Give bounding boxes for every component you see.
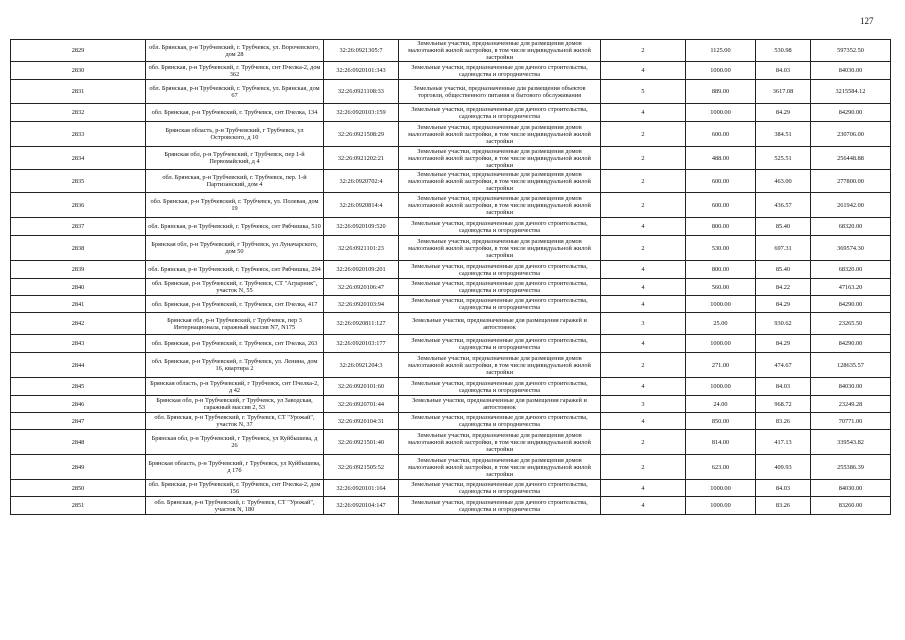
row-number: 2831 — [11, 80, 146, 104]
address-cell: Брянская обл, р-н Трубчевский, г Трубчевск, пер 3 Интернационала, гаражный массив N7, N175 — [146, 313, 324, 335]
land-use-cell: Земельные участки, предназначенные для дачного строительства, садоводства и огородничества — [399, 279, 601, 296]
cadastral-number-cell: 32:26:0921505:52 — [324, 455, 399, 480]
cadastral-value-cell: 3215584.12 — [811, 80, 891, 104]
specific-value-cell: 384.51 — [756, 122, 811, 147]
row-number: 2847 — [11, 413, 146, 430]
row-number: 2850 — [11, 480, 146, 497]
specific-value-cell: 83.26 — [756, 413, 811, 430]
cadastral-value-cell: 47163.20 — [811, 279, 891, 296]
specific-value-cell: 84.29 — [756, 335, 811, 353]
specific-value-cell: 417.13 — [756, 430, 811, 455]
table-row — [11, 80, 891, 104]
table-row — [11, 279, 891, 296]
address-cell: Брянская область, р-н Трубчевский, г Трубчевск, ул Куйбышева, д 17б — [146, 455, 324, 480]
cadastral-number-cell: 32:26:0921202:21 — [324, 147, 399, 170]
area-cell: 1000.00 — [686, 296, 756, 313]
cadastral-value-cell: 255386.39 — [811, 455, 891, 480]
group-cell: 2 — [601, 193, 686, 218]
table-row — [11, 313, 891, 335]
address-cell: обл. Брянская, р-н Трубчевский, г. Трубчевск, СТ "Урожай", участок N, 180 — [146, 497, 324, 515]
row-number: 2843 — [11, 335, 146, 353]
address-cell: Брянская область, р-н Трубчевский, г Трубчевск, ул Островского, д 10 — [146, 122, 324, 147]
cadastral-value-cell: 369574.30 — [811, 236, 891, 261]
cadastral-number-cell: 32:26:0921508:29 — [324, 122, 399, 147]
table-row — [11, 236, 891, 261]
cadastral-number-cell: 32:26:0920101:60 — [324, 378, 399, 396]
group-cell: 4 — [601, 335, 686, 353]
row-number: 2845 — [11, 378, 146, 396]
row-number: 2839 — [11, 261, 146, 279]
row-number: 2834 — [11, 147, 146, 170]
cadastral-number-cell: 32:26:0920101:343 — [324, 62, 399, 80]
area-cell: 560.00 — [686, 279, 756, 296]
group-cell: 4 — [601, 480, 686, 497]
cadastral-value-cell: 68320.00 — [811, 261, 891, 279]
table-row — [11, 497, 891, 515]
group-cell: 3 — [601, 396, 686, 413]
specific-value-cell: 474.67 — [756, 353, 811, 378]
land-use-cell: Земельные участки, предназначенные для размещения домов малоэтажной жилой застройки, в том числе индивидуальной жилой застройки — [399, 147, 601, 170]
area-cell: 530.00 — [686, 236, 756, 261]
group-cell: 5 — [601, 80, 686, 104]
table-row — [11, 104, 891, 122]
specific-value-cell: 3617.08 — [756, 80, 811, 104]
land-use-cell: Земельные участки, предназначенные для размещения домов малоэтажной жилой застройки, в том числе индивидуальной жилой застройки — [399, 122, 601, 147]
row-number: 2833 — [11, 122, 146, 147]
table-row — [11, 378, 891, 396]
area-cell: 488.00 — [686, 147, 756, 170]
cadastral-value-cell: 23265.50 — [811, 313, 891, 335]
row-number: 2830 — [11, 62, 146, 80]
cadastral-number-cell: 32:26:0921501:40 — [324, 430, 399, 455]
area-cell: 1000.00 — [686, 104, 756, 122]
specific-value-cell: 968.72 — [756, 396, 811, 413]
cadastral-value-cell: 84030.00 — [811, 62, 891, 80]
cadastral-value-cell: 597352.50 — [811, 40, 891, 62]
cadastral-value-cell: 261942.00 — [811, 193, 891, 218]
address-cell: обл. Брянская, р-н Трубчевский, г. Трубчевск, ул. Ворочевского, дом 28 — [146, 40, 324, 62]
table-row — [11, 170, 891, 193]
area-cell: 889.00 — [686, 80, 756, 104]
specific-value-cell: 85.40 — [756, 261, 811, 279]
cadastral-number-cell: 32:26:0920109:520 — [324, 218, 399, 236]
specific-value-cell: 84.29 — [756, 296, 811, 313]
table-row — [11, 62, 891, 80]
area-cell: 850.00 — [686, 413, 756, 430]
group-cell: 2 — [601, 170, 686, 193]
specific-value-cell: 409.93 — [756, 455, 811, 480]
row-number: 2842 — [11, 313, 146, 335]
table-row — [11, 261, 891, 279]
address-cell: обл. Брянская, р-н Трубчевский, г. Трубчевск, снт Рябчишка, 510 — [146, 218, 324, 236]
cadastral-value-cell: 84030.00 — [811, 480, 891, 497]
table-row — [11, 218, 891, 236]
area-cell: 600.00 — [686, 170, 756, 193]
group-cell: 4 — [601, 218, 686, 236]
row-number: 2848 — [11, 430, 146, 455]
cadastral-value-cell: 84290.00 — [811, 335, 891, 353]
land-use-cell: Земельные участки, предназначенные для размещения домов малоэтажной жилой застройки, в том числе индивидуальной жилой застройки — [399, 236, 601, 261]
row-number: 2836 — [11, 193, 146, 218]
area-cell: 25.00 — [686, 313, 756, 335]
address-cell: обл. Брянская, р-н Трубчевский, г. Трубчевск, ул. Брянская, дом 67 — [146, 80, 324, 104]
area-cell: 1000.00 — [686, 497, 756, 515]
land-use-cell: Земельные участки, предназначенные для дачного строительства, садоводства и огородничества — [399, 261, 601, 279]
address-cell: обл. Брянская, р-н Трубчевский, г. Трубчевск, снт Пчелка, 134 — [146, 104, 324, 122]
cadastral-value-table — [10, 39, 891, 515]
cadastral-value-cell: 84030.00 — [811, 378, 891, 396]
address-cell: Брянская обл, р-н Трубчевский, г Трубчевск, пер 1-й Первомайский, д 4 — [146, 147, 324, 170]
cadastral-number-cell: 32:26:0920103:159 — [324, 104, 399, 122]
address-cell: обл. Брянская, р-н Трубчевский, г. Трубчевск, снт Пчелка-2, дом 156 — [146, 480, 324, 497]
address-cell: обл. Брянская, р-н Трубчевский, г. Трубчевск, снт Рябчишка, 294 — [146, 261, 324, 279]
table-row — [11, 335, 891, 353]
area-cell: 24.00 — [686, 396, 756, 413]
group-cell: 2 — [601, 236, 686, 261]
cadastral-value-cell: 230706.00 — [811, 122, 891, 147]
area-cell: 600.00 — [686, 122, 756, 147]
cadastral-value-cell: 277800.00 — [811, 170, 891, 193]
cadastral-number-cell: 32:26:0921305:7 — [324, 40, 399, 62]
row-number: 2829 — [11, 40, 146, 62]
specific-value-cell: 85.40 — [756, 218, 811, 236]
specific-value-cell: 83.26 — [756, 497, 811, 515]
group-cell: 4 — [601, 261, 686, 279]
cadastral-number-cell: 32:26:0920109:201 — [324, 261, 399, 279]
address-cell: обл. Брянская, р-н Трубчевский, г. Трубчевск, ул. Ленина, дом 16, квартира 2 — [146, 353, 324, 378]
specific-value-cell: 84.03 — [756, 378, 811, 396]
cadastral-value-cell: 83260.00 — [811, 497, 891, 515]
land-use-cell: Земельные участки, предназначенные для размещения гаражей и автостоянок — [399, 313, 601, 335]
cadastral-number-cell: 32:26:0920106:47 — [324, 279, 399, 296]
land-use-cell: Земельные участки, предназначенные для дачного строительства, садоводства и огородничества — [399, 480, 601, 497]
group-cell: 3 — [601, 313, 686, 335]
specific-value-cell: 436.57 — [756, 193, 811, 218]
row-number: 2846 — [11, 396, 146, 413]
cadastral-number-cell: 32:26:0920103:94 — [324, 296, 399, 313]
address-cell: обл. Брянская, р-н Трубчевский, г. Трубчевск, снт Пчелка-2, дом 362 — [146, 62, 324, 80]
group-cell: 4 — [601, 296, 686, 313]
table-row — [11, 480, 891, 497]
land-use-cell: Земельные участки, предназначенные для размещения домов малоэтажной жилой застройки, в том числе индивидуальной жилой застройки — [399, 430, 601, 455]
address-cell: Брянская обл, р-н Трубчевский, г Трубчевск, ул Луначарского, дом 50 — [146, 236, 324, 261]
area-cell: 271.00 — [686, 353, 756, 378]
row-number: 2841 — [11, 296, 146, 313]
area-cell: 600.00 — [686, 193, 756, 218]
land-use-cell: Земельные участки, предназначенные для дачного строительства, садоводства и огородничества — [399, 378, 601, 396]
group-cell: 4 — [601, 378, 686, 396]
cadastral-value-cell: 339543.82 — [811, 430, 891, 455]
table-row — [11, 353, 891, 378]
specific-value-cell: 525.51 — [756, 147, 811, 170]
area-cell: 1000.00 — [686, 62, 756, 80]
land-use-cell: Земельные участки, предназначенные для размещения домов малоэтажной жилой застройки, в том числе индивидуальной жилой застройки — [399, 170, 601, 193]
table-row — [11, 413, 891, 430]
address-cell: Брянская обл, р-н Трубчевский, г Трубчевск, ул Заводская, гаражный массив 2, 53 — [146, 396, 324, 413]
land-use-cell: Земельные участки, предназначенные для дачного строительства, садоводства и огородничества — [399, 497, 601, 515]
address-cell: обл. Брянская, р-н Трубчевский, г. Трубчевск, снт Пчелка, 417 — [146, 296, 324, 313]
land-use-cell: Земельные участки, предназначенные для размещения объектов торговли, общественного питания и бытового обслуживания — [399, 80, 601, 104]
address-cell: Брянская обл, р-н Трубчевский, г Трубчевск, ул Куйбышева, д 26 — [146, 430, 324, 455]
row-number: 2832 — [11, 104, 146, 122]
land-use-cell: Земельные участки, предназначенные для дачного строительства, садоводства и огородничества — [399, 218, 601, 236]
cadastral-value-cell: 128635.57 — [811, 353, 891, 378]
group-cell: 4 — [601, 413, 686, 430]
cadastral-number-cell: 32:26:0920702:4 — [324, 170, 399, 193]
specific-value-cell: 463.00 — [756, 170, 811, 193]
cadastral-number-cell: 32:26:0921204:3 — [324, 353, 399, 378]
group-cell: 2 — [601, 353, 686, 378]
address-cell: Брянская область, р-н Трубчевский, г Трубчевск, снт Пчелка-2, д 42 — [146, 378, 324, 396]
area-cell: 1125.00 — [686, 40, 756, 62]
cadastral-number-cell: 32:26:0920101:164 — [324, 480, 399, 497]
group-cell: 2 — [601, 122, 686, 147]
land-use-cell: Земельные участки, предназначенные для дачного строительства, садоводства и огородничества — [399, 296, 601, 313]
table-row — [11, 193, 891, 218]
area-cell: 814.00 — [686, 430, 756, 455]
area-cell: 623.00 — [686, 455, 756, 480]
cadastral-number-cell: 32:26:0921108:33 — [324, 80, 399, 104]
cadastral-value-cell: 84290.00 — [811, 104, 891, 122]
specific-value-cell: 84.03 — [756, 62, 811, 80]
area-cell: 1000.00 — [686, 335, 756, 353]
address-cell: обл. Брянская, р-н Трубчевский, г. Трубчевск, ул. Полевая, дом 19 — [146, 193, 324, 218]
area-cell: 1000.00 — [686, 480, 756, 497]
row-number: 2844 — [11, 353, 146, 378]
land-use-cell: Земельные участки, предназначенные для размещения домов малоэтажной жилой застройки, в том числе индивидуальной жилой застройки — [399, 193, 601, 218]
group-cell: 4 — [601, 62, 686, 80]
cadastral-number-cell: 32:26:0920701:44 — [324, 396, 399, 413]
cadastral-value-cell: 68320.00 — [811, 218, 891, 236]
group-cell: 2 — [601, 430, 686, 455]
address-cell: обл. Брянская, р-н Трубчевский, г. Трубчевск, СТ "Урожай", участок N, 37 — [146, 413, 324, 430]
land-use-cell: Земельные участки, предназначенные для дачного строительства, садоводства и огородничества — [399, 413, 601, 430]
land-use-cell: Земельные участки, предназначенные для дачного строительства, садоводства и огородничества — [399, 104, 601, 122]
area-cell: 1000.00 — [686, 378, 756, 396]
cadastral-number-cell: 32:26:0920811:127 — [324, 313, 399, 335]
cadastral-number-cell: 32:26:0920814:4 — [324, 193, 399, 218]
table-row — [11, 147, 891, 170]
row-number: 2838 — [11, 236, 146, 261]
address-cell: обл. Брянская, р-н Трубчевский, г. Трубчевск, пер. 1-й Партизанский, дом 4 — [146, 170, 324, 193]
group-cell: 4 — [601, 279, 686, 296]
row-number: 2835 — [11, 170, 146, 193]
address-cell: обл. Брянская, р-н Трубчевский, г. Трубчевск, снт Пчелка, 263 — [146, 335, 324, 353]
table-row — [11, 396, 891, 413]
table-row — [11, 40, 891, 62]
specific-value-cell: 697.31 — [756, 236, 811, 261]
group-cell: 4 — [601, 104, 686, 122]
land-use-cell: Земельные участки, предназначенные для размещения домов малоэтажной жилой застройки, в том числе индивидуальной жилой застройки — [399, 455, 601, 480]
group-cell: 2 — [601, 147, 686, 170]
row-number: 2849 — [11, 455, 146, 480]
land-use-cell: Земельные участки, предназначенные для размещения домов малоэтажной жилой застройки, в том числе индивидуальной жилой застройки — [399, 353, 601, 378]
cadastral-value-cell: 256448.88 — [811, 147, 891, 170]
cadastral-number-cell: 32:26:0920104:31 — [324, 413, 399, 430]
cadastral-number-cell: 32:26:0921101:23 — [324, 236, 399, 261]
land-use-cell: Земельные участки, предназначенные для дачного строительства, садоводства и огородничества — [399, 335, 601, 353]
table-row — [11, 122, 891, 147]
specific-value-cell: 530.98 — [756, 40, 811, 62]
row-number: 2851 — [11, 497, 146, 515]
table-row — [11, 455, 891, 480]
group-cell: 4 — [601, 497, 686, 515]
land-use-cell: Земельные участки, предназначенные для размещения гаражей и автостоянок — [399, 396, 601, 413]
area-cell: 800.00 — [686, 261, 756, 279]
cadastral-value-cell: 84290.00 — [811, 296, 891, 313]
land-use-cell: Земельные участки, предназначенные для дачного строительства, садоводства и огородничества — [399, 62, 601, 80]
group-cell: 2 — [601, 455, 686, 480]
specific-value-cell: 930.62 — [756, 313, 811, 335]
group-cell: 2 — [601, 40, 686, 62]
land-use-cell: Земельные участки, предназначенные для размещения домов малоэтажной жилой застройки, в том числе индивидуальной жилой застройки — [399, 40, 601, 62]
specific-value-cell: 84.29 — [756, 104, 811, 122]
cadastral-value-cell: 23249.28 — [811, 396, 891, 413]
row-number: 2837 — [11, 218, 146, 236]
address-cell: обл. Брянская, р-н Трубчевский, г. Трубчевск, СТ "Аграрник", участок N, 55 — [146, 279, 324, 296]
cadastral-value-cell: 70771.00 — [811, 413, 891, 430]
cadastral-number-cell: 32:26:0920103:177 — [324, 335, 399, 353]
specific-value-cell: 84.03 — [756, 480, 811, 497]
table-row — [11, 430, 891, 455]
row-number: 2840 — [11, 279, 146, 296]
table-row — [11, 296, 891, 313]
specific-value-cell: 84.22 — [756, 279, 811, 296]
page-number: 127 — [860, 16, 874, 26]
cadastral-number-cell: 32:26:0920104:147 — [324, 497, 399, 515]
area-cell: 800.00 — [686, 218, 756, 236]
